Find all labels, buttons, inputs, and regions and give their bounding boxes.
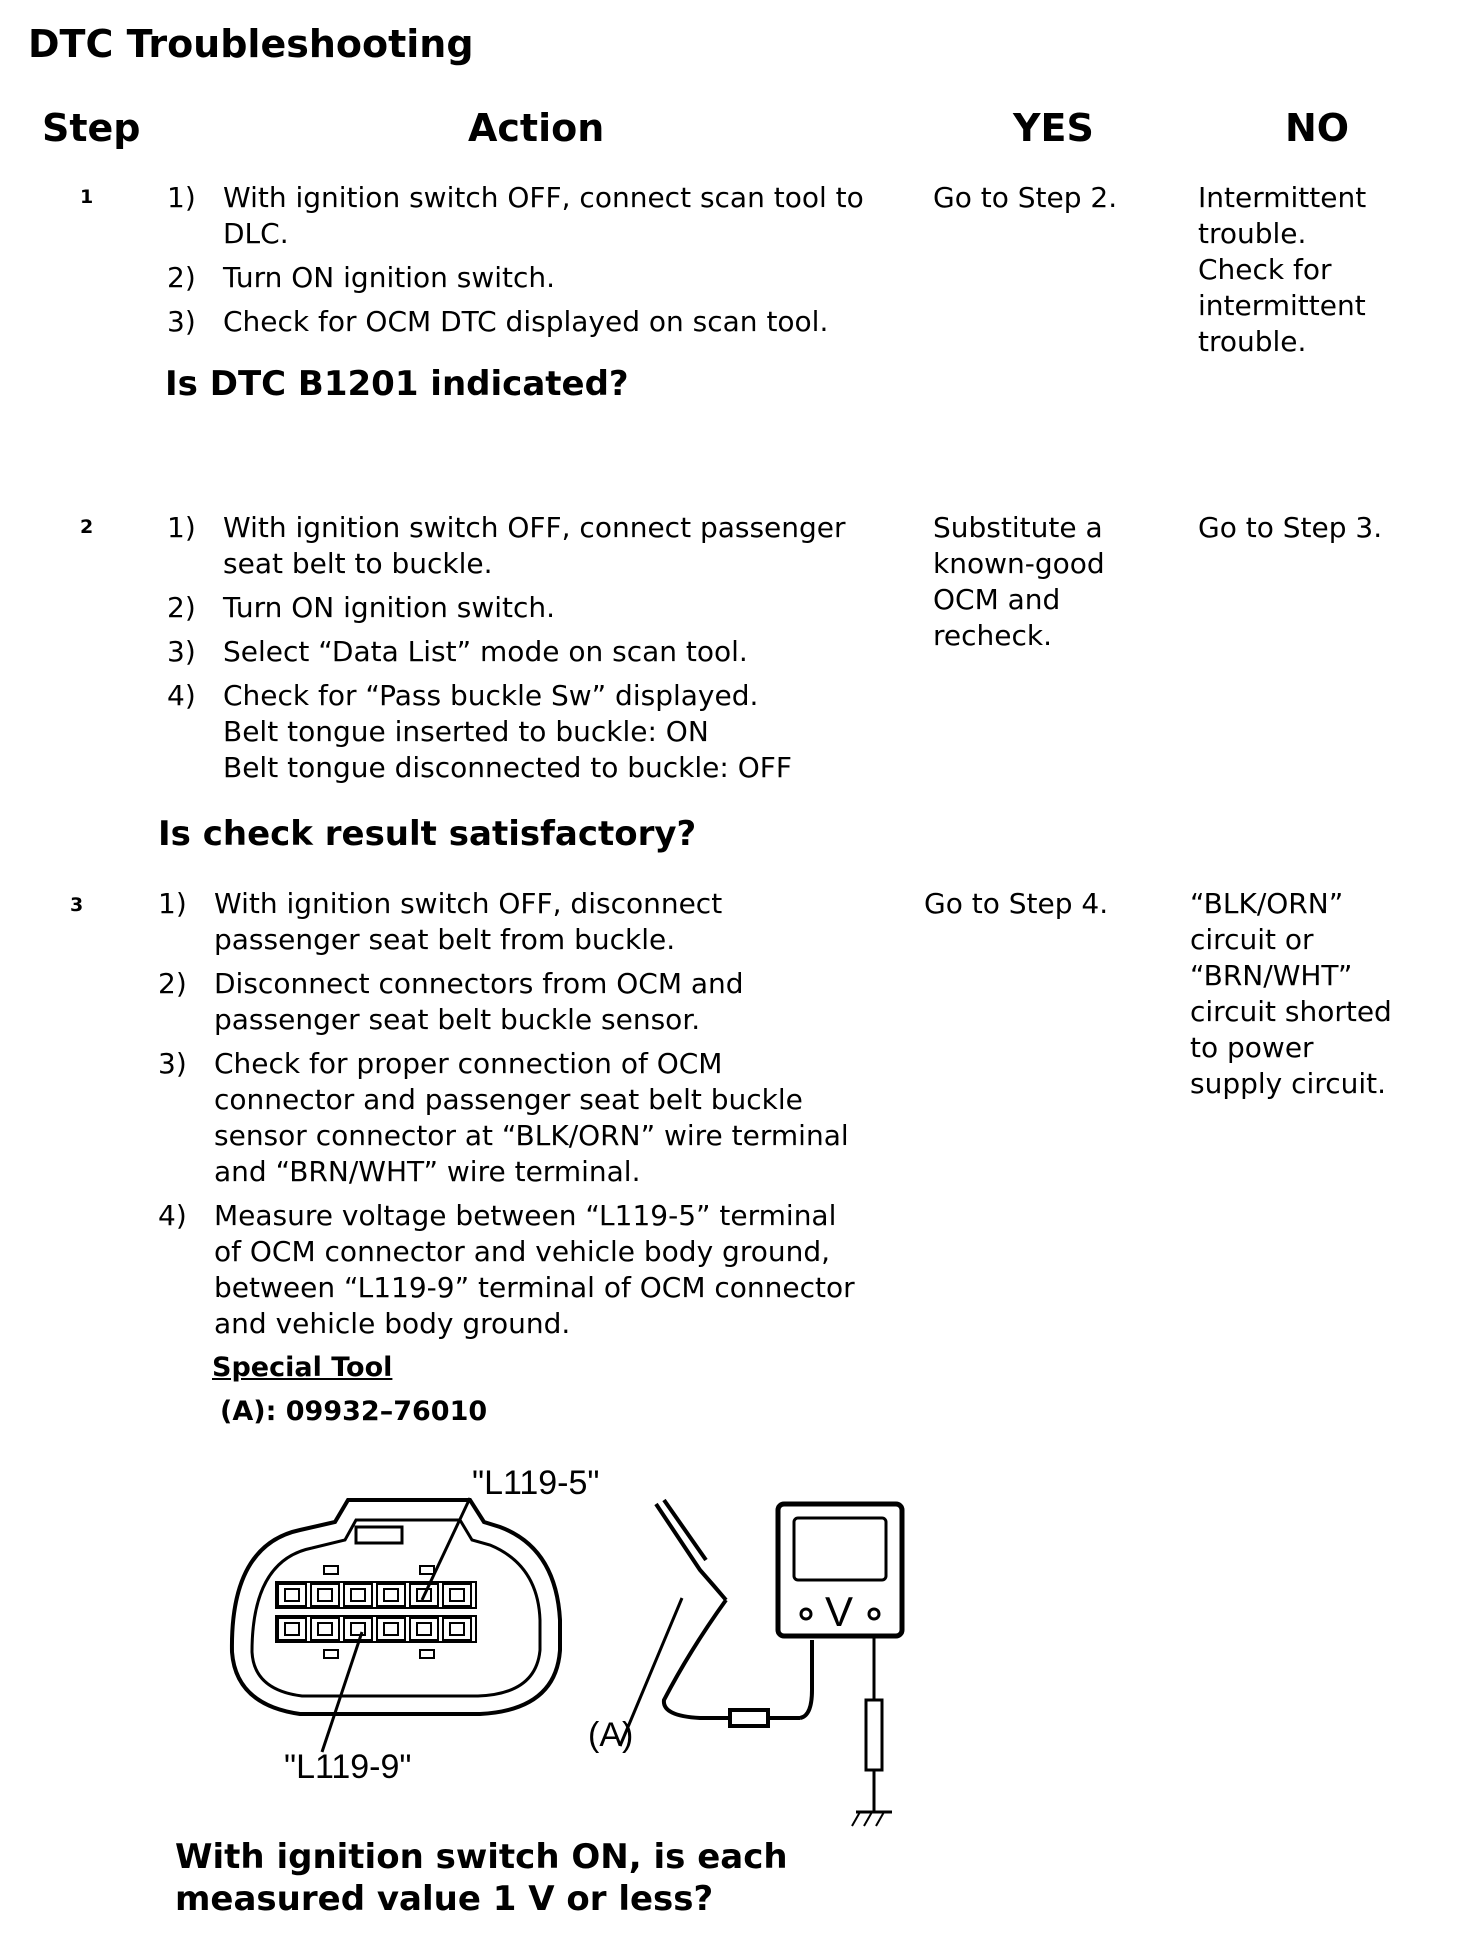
item-text: Check for “Pass buckle Sw” displayed. Belt tongue inserted to buckle: ON Belt tongue disconnected to buckle: OFF bbox=[223, 679, 792, 784]
header-step: Step bbox=[42, 106, 141, 150]
item-number: 1) bbox=[167, 511, 196, 544]
no-result: “BLK/ORN” circuit or “BRN/WHT” circuit shorted to power supply circuit. bbox=[1190, 887, 1392, 1100]
item-number: 4) bbox=[158, 1199, 187, 1232]
step-number: 1 bbox=[80, 186, 94, 208]
item-text: Check for OCM DTC displayed on scan tool. bbox=[223, 305, 829, 338]
no-result: Intermittent trouble. Check for intermittent trouble. bbox=[1198, 181, 1367, 358]
yes-result: Go to Step 4. bbox=[924, 887, 1109, 920]
label-l119-5: "L119-5" bbox=[472, 1464, 600, 1502]
item-number: 2) bbox=[167, 261, 196, 294]
header-yes: YES bbox=[1013, 106, 1094, 150]
label-l119-9: "L119-9" bbox=[284, 1748, 412, 1786]
header-action: Action bbox=[468, 106, 605, 150]
item-text: Turn ON ignition switch. bbox=[223, 261, 556, 294]
item-number: 2) bbox=[158, 967, 187, 1000]
step-number: 3 bbox=[70, 894, 84, 916]
item-number: 2) bbox=[167, 591, 196, 624]
item-number: 3) bbox=[167, 305, 196, 338]
meter-symbol: V bbox=[825, 1588, 854, 1635]
item-number: 3) bbox=[167, 635, 196, 668]
yes-result: Substitute a known-good OCM and recheck. bbox=[933, 511, 1105, 652]
item-text: With ignition switch OFF, connect passenger seat belt to buckle. bbox=[223, 511, 846, 580]
item-text: With ignition switch OFF, connect scan tool to DLC. bbox=[223, 181, 864, 250]
no-result: Go to Step 3. bbox=[1198, 511, 1383, 544]
item-number: 1) bbox=[167, 181, 196, 214]
step-question: With ignition switch ON, is each measured value 1 V or less? bbox=[175, 1837, 788, 1919]
item-number: 1) bbox=[158, 887, 187, 920]
item-text: Check for proper connection of OCM connector and passenger seat belt buckle sensor connector at “BLK/ORN” wire terminal and “BRN/WHT” wire terminal. bbox=[214, 1047, 849, 1188]
test-probe-icon bbox=[656, 1500, 812, 1726]
step-question: Is DTC B1201 indicated? bbox=[165, 364, 629, 404]
item-number: 3) bbox=[158, 1047, 187, 1080]
step-number: 2 bbox=[80, 516, 94, 538]
item-text: Disconnect connectors from OCM and passenger seat belt buckle sensor. bbox=[214, 967, 744, 1036]
voltmeter-icon bbox=[778, 1504, 902, 1826]
item-text: Measure voltage between “L119-5” terminal of OCM connector and vehicle body ground, between “L119-9” terminal of OCM connector and vehicle body ground. bbox=[214, 1199, 855, 1340]
step-question: Is check result satisfactory? bbox=[158, 814, 697, 854]
special-tool-heading: Special Tool bbox=[212, 1352, 393, 1383]
item-text: Turn ON ignition switch. bbox=[223, 591, 556, 624]
label-tool-a: (A) bbox=[588, 1716, 634, 1754]
item-number: 4) bbox=[167, 679, 196, 712]
header-no: NO bbox=[1285, 106, 1350, 150]
page-title: DTC Troubleshooting bbox=[28, 22, 474, 66]
yes-result: Go to Step 2. bbox=[933, 181, 1118, 214]
special-tool-value: (A): 09932–76010 bbox=[220, 1396, 488, 1427]
item-text: With ignition switch OFF, disconnect passenger seat belt from buckle. bbox=[214, 887, 723, 956]
item-text: Select “Data List” mode on scan tool. bbox=[223, 635, 748, 668]
